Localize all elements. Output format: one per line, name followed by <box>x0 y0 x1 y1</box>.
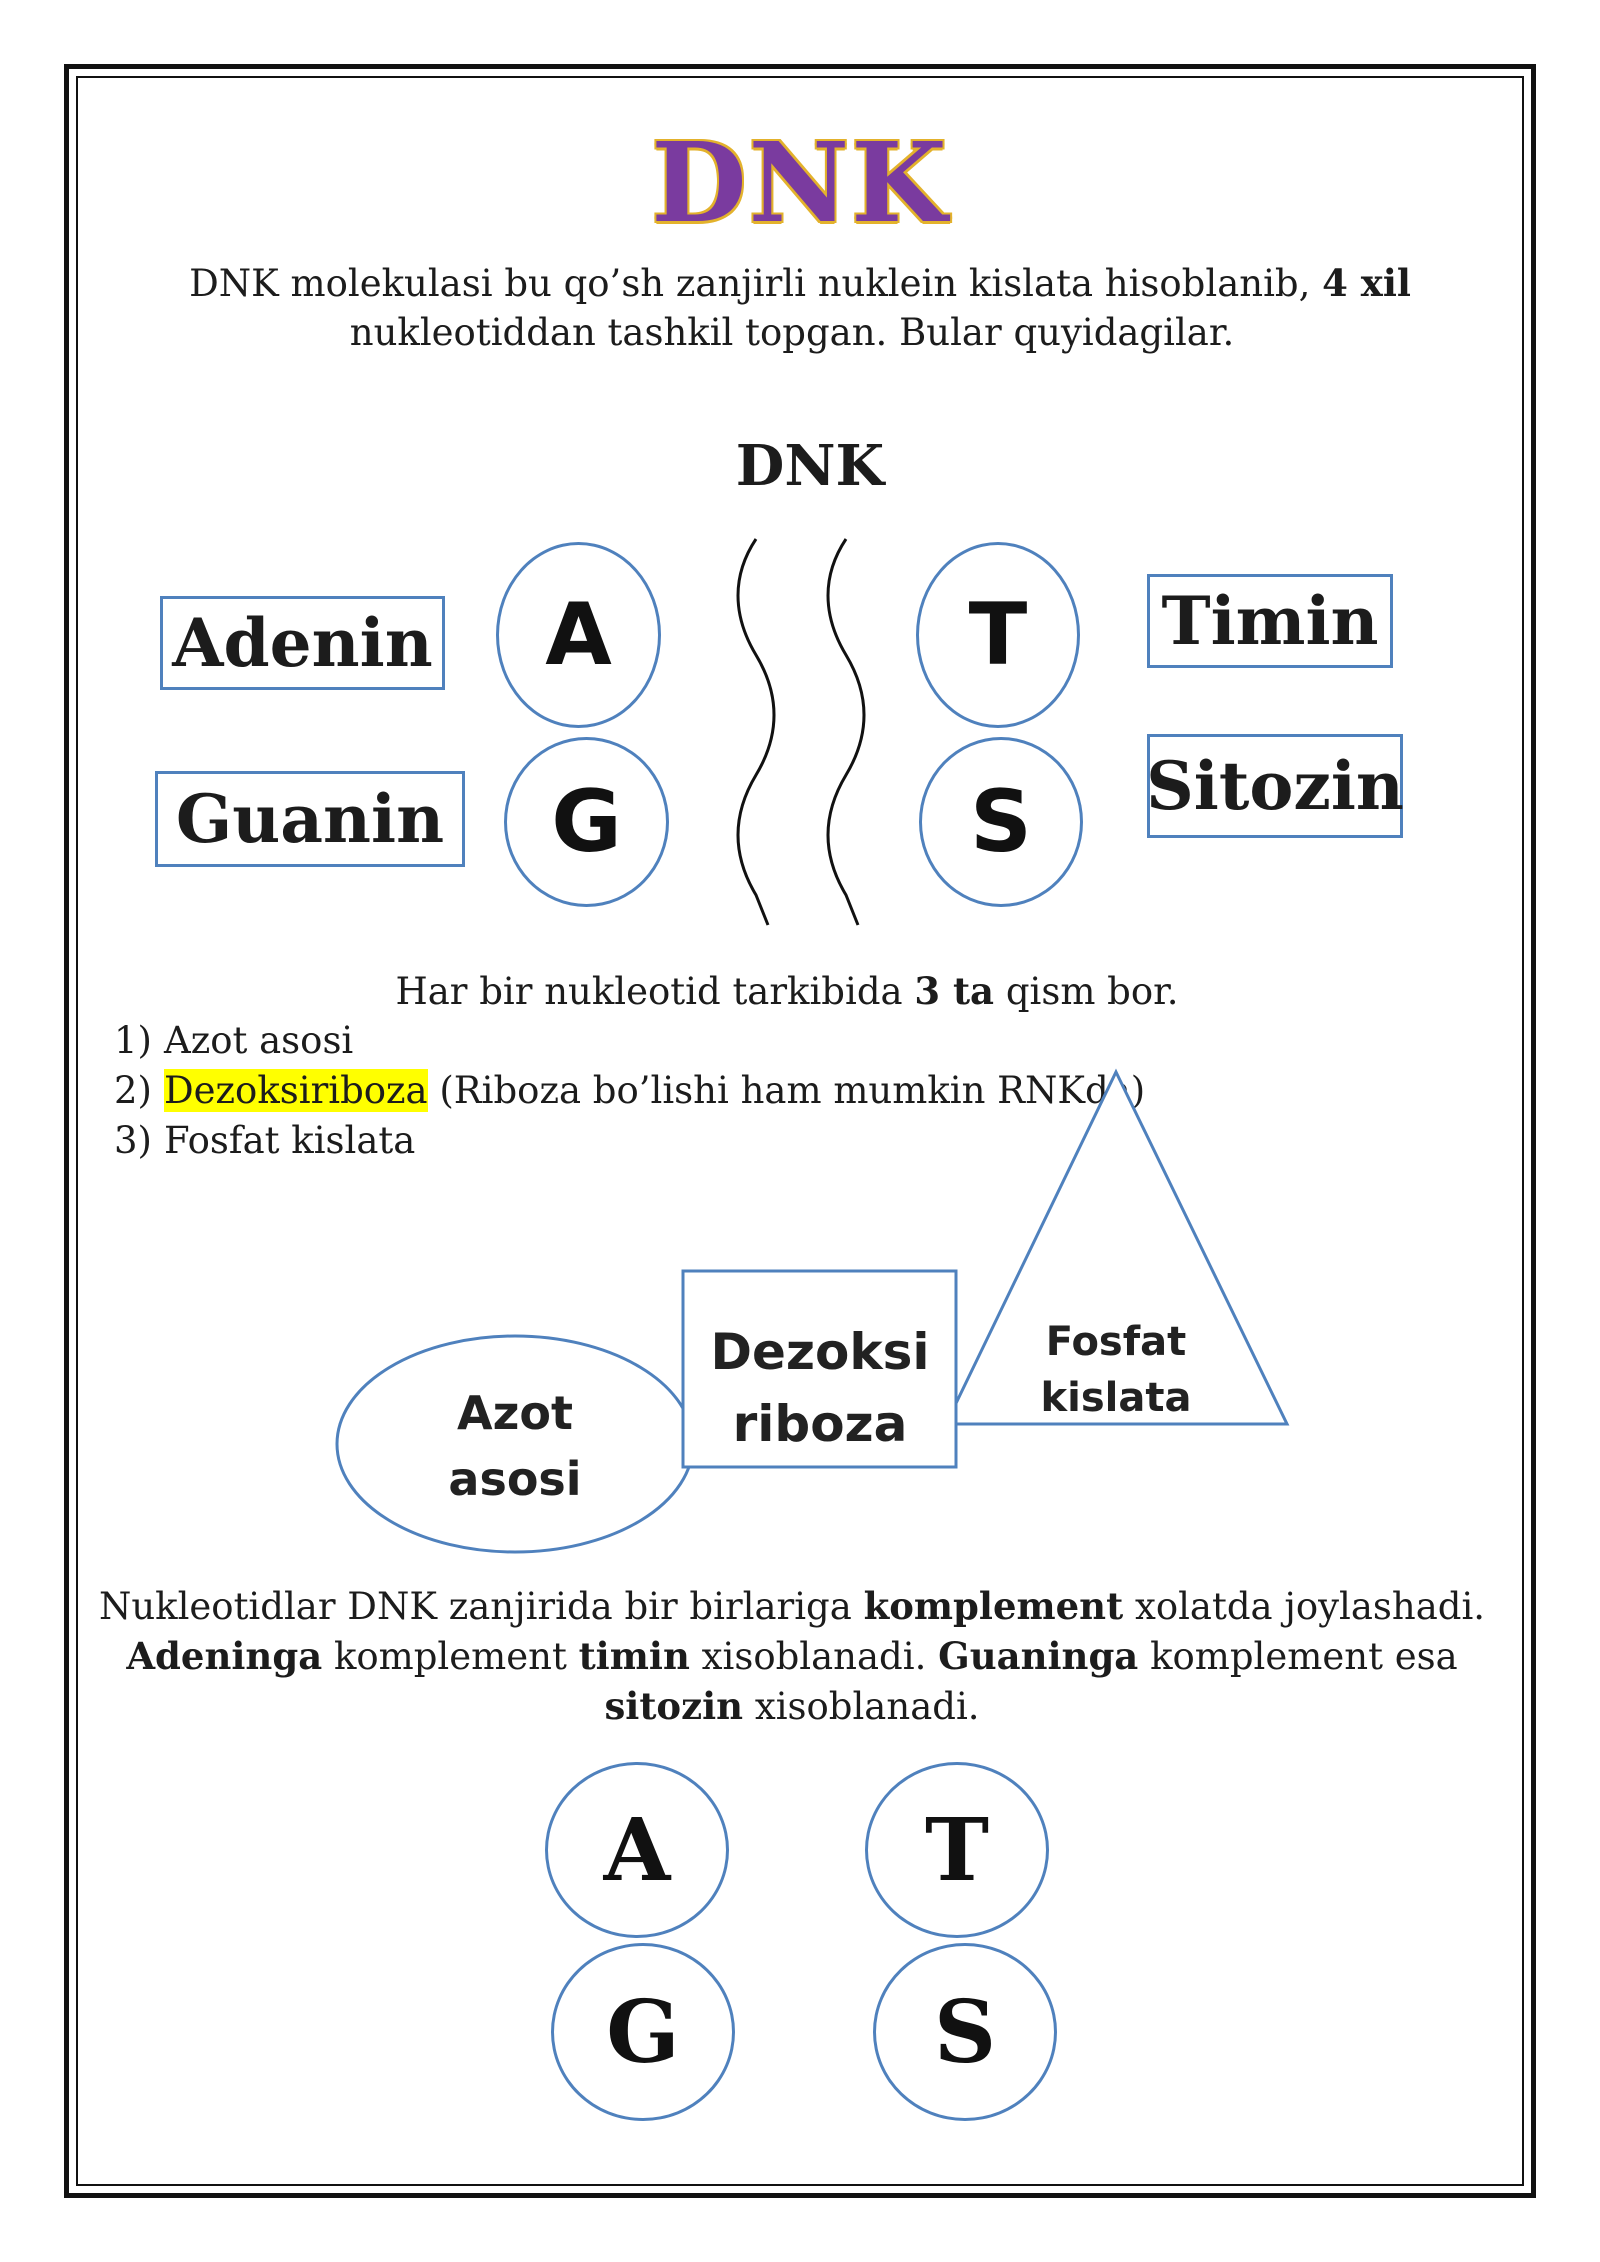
phosphate-label-line: Fosfat <box>1045 1319 1187 1365</box>
pair-circle-t: T <box>865 1762 1049 1938</box>
complement-bold: Adeninga <box>126 1634 323 1678</box>
complement-text: komplement esa <box>1150 1635 1458 1678</box>
sugar-square-label <box>690 1316 950 1460</box>
list-text: Fosfat kislata <box>164 1119 416 1162</box>
complement-bold: sitozin <box>604 1684 744 1728</box>
list-text: Azot asosi <box>164 1019 354 1062</box>
intro-bold: 4 xil <box>1322 261 1411 305</box>
phosphate-label-line: kislata <box>1040 1375 1192 1421</box>
complement-text: xisoblanadi. <box>701 1635 927 1678</box>
list-number: 2) <box>114 1069 152 1112</box>
base-ellipse-label <box>415 1380 615 1512</box>
circle-t: T <box>916 542 1080 728</box>
list-number: 3) <box>114 1119 152 1162</box>
circle-g: G <box>504 737 669 907</box>
intro-text: DNK molekulasi bu qo’sh zanjirli nuklein kislata hisoblanib, <box>189 262 1311 305</box>
complement-line-1 <box>0 1581 1584 1632</box>
sugar-label-line: riboza <box>732 1395 908 1453</box>
list-highlighted-text: Dezoksiriboza <box>164 1069 428 1112</box>
complement-bold: timin <box>578 1634 690 1678</box>
complement-bold: Guaninga <box>938 1634 1139 1678</box>
complement-line-3 <box>0 1681 1584 1732</box>
label-sitozin: Sitozin <box>1147 734 1403 838</box>
parts-intro-text-end: qism bor. <box>1005 970 1179 1013</box>
complement-text: xolatda joylashadi. <box>1134 1585 1486 1628</box>
phosphate-triangle-label <box>1016 1314 1216 1426</box>
circle-a: A <box>496 542 661 728</box>
label-timin: Timin <box>1147 574 1393 668</box>
intro-line-2: nukleotiddan tashkil topgan. Bular quyidagilar. <box>349 311 1235 354</box>
label-guanin: Guanin <box>155 771 465 867</box>
parts-intro-text: Har bir nukleotid tarkibida <box>395 970 903 1013</box>
complement-text: komplement <box>333 1635 567 1678</box>
circle-s: S <box>919 737 1083 907</box>
list-text: (Riboza bo’lishi ham mumkin RNKda) <box>439 1069 1146 1112</box>
page-title: DNK <box>651 118 949 247</box>
pair-circle-s: S <box>873 1943 1057 2121</box>
sugar-label-line: Dezoksi <box>710 1323 930 1381</box>
label-adenin: Adenin <box>160 596 445 690</box>
pair-circle-a: A <box>545 1762 729 1938</box>
dna-diagram-label: DNK <box>735 433 885 499</box>
pair-circle-g: G <box>551 1943 735 2121</box>
base-label-line: asosi <box>448 1452 582 1506</box>
list-number: 1) <box>114 1019 152 1062</box>
complement-text: Nukleotidlar DNK zanjirida bir birlariga <box>98 1585 852 1628</box>
complement-bold: komplement <box>863 1584 1124 1628</box>
base-label-line: Azot <box>457 1386 573 1440</box>
complement-line-2 <box>0 1631 1584 1682</box>
complement-text: xisoblanadi. <box>754 1685 980 1728</box>
parts-intro-bold: 3 ta <box>914 969 995 1013</box>
